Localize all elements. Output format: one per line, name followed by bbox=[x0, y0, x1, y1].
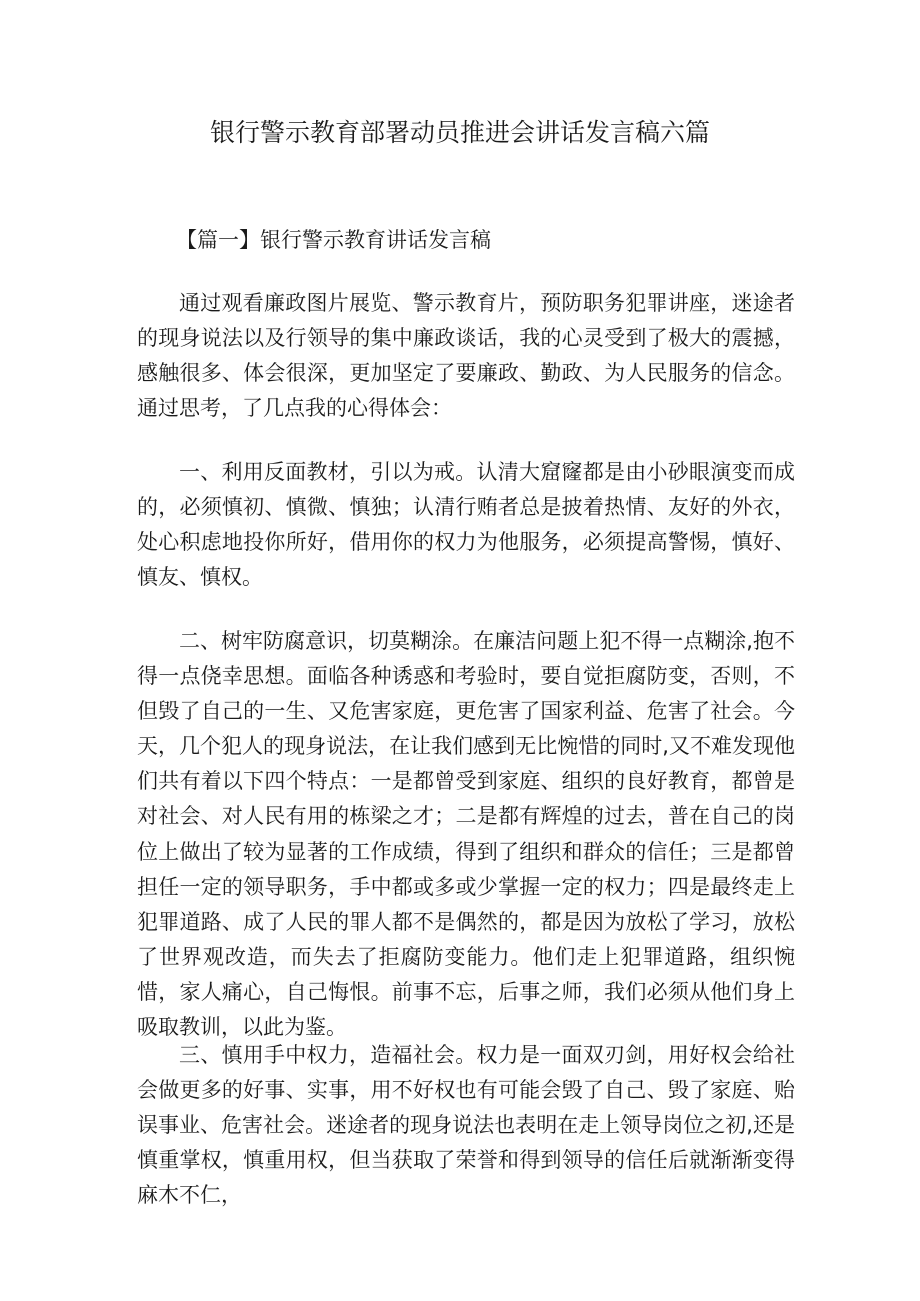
paragraph-point-three: 三、慎用手中权力，造福社会。权力是一面双刃剑，用好权会给社会做更多的好事、实事，用不好权也有可能会毁了自己、毁了家庭、贻误事业、危害社会。迷途者的现身说法也表明在走上领导岗位之初,还是慎重掌权，慎重用权，但当获取了荣誉和得到领导的信任后就渐渐变得麻木不仁， bbox=[137, 1043, 795, 1208]
document-title: 银行警示教育部署动员推进会讲话发言稿六篇 bbox=[209, 118, 710, 147]
section-heading: 【篇一】银行警示教育讲话发言稿 bbox=[176, 228, 491, 252]
paragraph-point-one: 一、利用反面教材，引以为戒。认清大窟窿都是由小砂眼演变而成的，必须慎初、慎微、慎独；认清行贿者总是披着热情、友好的外衣，处心积虑地投你所好，借用你的权力为他服务，必须提高警惕，慎好、慎友、慎权。 bbox=[137, 460, 795, 590]
paragraph-point-two: 二、树牢防腐意识，切莫糊涂。在廉洁问题上犯不得一点糊涂,抱不得一点侥幸思想。面临各种诱惑和考验时，要自觉拒腐防变，否则，不但毁了自己的一生、又危害家庭，更危害了国家利益、危害了社会。今天，几个犯人的现身说法，在让我们感到无比惋惜的同时,又不难发现他们共有着以下四个特点：一是都曾受到家庭、组织的良好教育，都曾是对社会、对人民有用的栋梁之才；二是都有辉煌的过去，普在自己的岗位上做出了较为显著的工作成绩，得到了组织和群众的信任；三是都曾担任一定的领导职务，手中都或多或少掌握一定的权力；四是最终走上犯罪道路、成了人民的罪人都不是偶然的，都是因为放松了学习，放松了世界观改造，而失去了拒腐防变能力。他们走上犯罪道路，组织惋惜，家人痛心，自己悔恨。前事不忘，后事之师，我们必须从他们身上吸取教训，以此为鉴。 bbox=[137, 629, 795, 1040]
paragraph-intro: 通过观看廉政图片展览、警示教育片，预防职务犯罪讲座，迷途者的现身说法以及行领导的集中廉政谈话，我的心灵受到了极大的震撼，感触很多、体会很深，更加坚定了要廉政、勤政、为人民服务的信念。通过思考，了几点我的心得体会： bbox=[137, 291, 795, 421]
